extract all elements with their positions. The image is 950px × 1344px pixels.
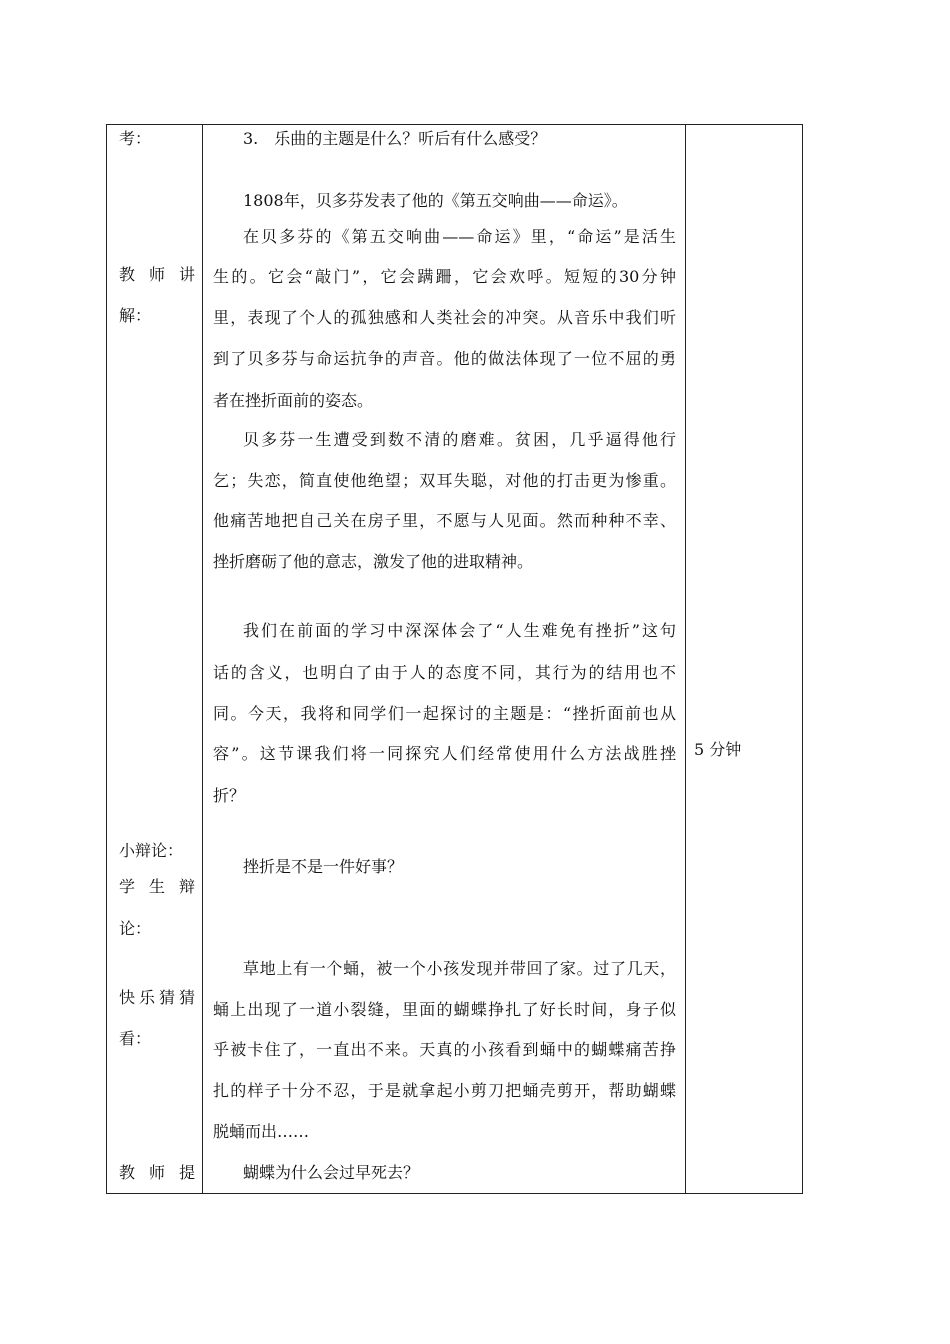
teacher-question: 蝴蝶为什么会过早死去？ [243, 1163, 420, 1182]
lesson-table [106, 124, 803, 1194]
label-char: 师 [148, 1163, 165, 1182]
left-column [107, 125, 202, 1193]
label-char: 提 [178, 1163, 195, 1182]
paragraph-line: 扎的样子十分不忍，于是就拿起小剪刀把蛹壳剪开，帮助蝴蝶 [213, 1081, 676, 1100]
paragraph-line: 乞；失恋，简直使他绝望；双耳失聪，对他的打击更为惨重。 [213, 471, 676, 490]
label-jiaoshi-ti [119, 1163, 195, 1183]
label-jie: 解： [119, 306, 152, 325]
label-kuaile-caicai [119, 988, 195, 1008]
paragraph-line: 折？ [213, 786, 246, 805]
label-char: 师 [148, 265, 165, 284]
label-char: 辩 [178, 877, 195, 896]
label-kan: 看： [119, 1029, 152, 1048]
debate-topic: 挫折是不是一件好事？ [243, 857, 404, 876]
label-xiaobianlun: 小辩论： [119, 841, 184, 860]
label-char: 讲 [178, 265, 195, 284]
label-xuesheng-bianlun [119, 877, 195, 897]
label-char: 猜 [158, 988, 175, 1007]
label-char: 学 [119, 877, 136, 896]
label-char: 快 [119, 988, 136, 1007]
paragraph-line: 者在挫折面前的姿态。 [213, 391, 374, 410]
label-kao: 考： [119, 129, 152, 148]
paragraph-line: 脱蛹而出…… [213, 1122, 310, 1141]
paragraph-line: 同。今天，我将和同学们一起探讨的主题是：“挫折面前也从 [213, 704, 676, 723]
paragraph-line: 我们在前面的学习中深深体会了“人生难免有挫折”这句 [243, 621, 676, 640]
label-char: 猜 [178, 988, 195, 1007]
paragraph-line: 生的。它会“敲门”，它会蹒跚，它会欢呼。短短的30分钟 [213, 267, 676, 286]
paragraph-line: 挫折磨砺了他的意志，激发了他的进取精神。 [213, 552, 534, 571]
time-column [686, 125, 802, 1193]
paragraph-line: 蛹上出现了一道小裂缝，里面的蝴蝶挣扎了好长时间，身子似 [213, 1000, 676, 1019]
question-3: 3. 乐曲的主题是什么？听后有什么感受？ [243, 129, 547, 148]
paragraph-line: 草地上有一个蛹，被一个小孩发现并带回了家。过了几天， [243, 959, 676, 978]
paragraph-line: 里，表现了个人的孤独感和人类社会的冲突。从音乐中我们听 [213, 308, 676, 327]
paragraph-line: 在贝多芬的《第五交响曲——命运》里，“命运”是活生 [243, 227, 676, 246]
paragraph-line: 他痛苦地把自己关在房子里，不愿与人见面。然而种种不幸、 [213, 511, 676, 530]
label-char: 乐 [138, 988, 155, 1007]
time-allotment: 5 分钟 [694, 740, 742, 759]
label-lun: 论： [119, 919, 152, 938]
paragraph-line: 贝多芬一生遭受到数不清的磨难。贫困，几乎逼得他行 [243, 430, 676, 449]
label-char: 生 [148, 877, 165, 896]
content-column [203, 125, 685, 1193]
label-jiaoshi-jiangjie [119, 265, 195, 285]
label-char: 教 [119, 1163, 136, 1182]
paragraph-line: 乎被卡住了，一直出不来。天真的小孩看到蛹中的蝴蝶痛苦挣 [213, 1040, 676, 1059]
label-char: 教 [119, 265, 136, 284]
paragraph-1808: 1808年，贝多芬发表了他的《第五交响曲——命运》。 [243, 191, 628, 210]
paragraph-line: 容”。这节课我们将一同探究人们经常使用什么方法战胜挫 [213, 744, 676, 763]
paragraph-line: 到了贝多芬与命运抗争的声音。他的做法体现了一位不屈的勇 [213, 349, 676, 368]
paragraph-line: 话的含义，也明白了由于人的态度不同，其行为的结用也不 [213, 663, 676, 682]
